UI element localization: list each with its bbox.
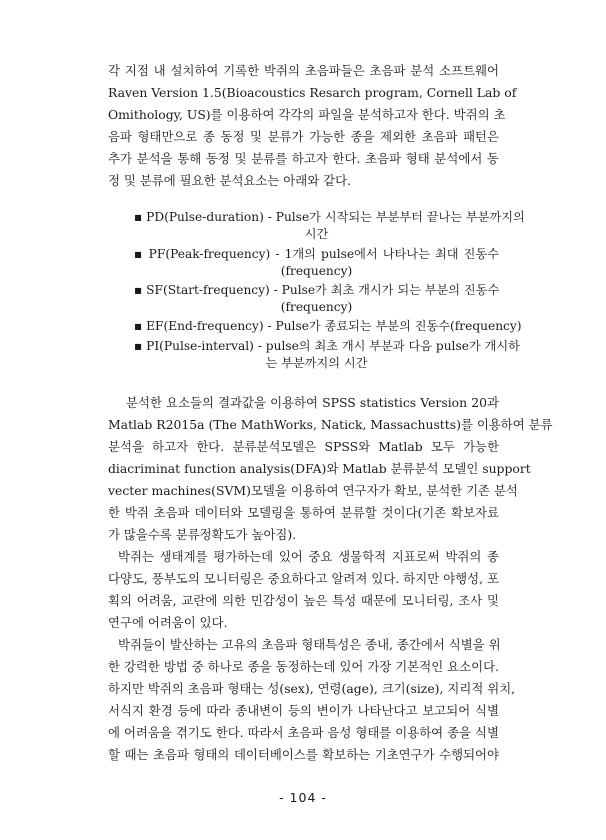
monitoring-line: 연구에 어려움이 있다. xyxy=(108,615,228,630)
analysis-line: 가 많을수록 분류정확도가 높아짐). xyxy=(108,527,297,542)
monitoring-line: 박쥐는 생태계를 평가하는데 있어 중요 생물학적 지표로써 박쥐의 종 xyxy=(118,549,499,564)
ultrasound-line: 한 강력한 방법 중 하나로 종을 동정하는데 있어 가장 기본적인 요소이다. xyxy=(108,659,499,674)
ultrasound-line: 서식지 환경 등에 따라 종내변이 등의 변이가 나타난다고 보고되어 식별 xyxy=(108,703,499,718)
analysis-line: 한 박쥐 초음파 데이터와 모델링을 통하여 분류할 것이다(기존 확보자료 xyxy=(108,505,499,520)
ultrasound-line: 에 어려움을 겪기도 한다. 따라서 초음파 음성 형태를 이용하여 종을 식별 xyxy=(108,725,499,740)
ultrasound-line: 할 때는 초음파 형태의 데이터베이스를 확보하는 기초연구가 수행되어야 xyxy=(108,747,499,762)
bullet-item-pd: ▪ PD(Pulse-duration) - Pulse가 시작되는 부분부터 끝나는 부분까지의 xyxy=(134,210,525,224)
analysis-line: vecter machines(SVM)모델을 이용하여 연구자가 확보, 분석한 기존 분석 xyxy=(108,483,518,498)
page-number: - 104 - xyxy=(279,790,327,805)
ultrasound-line: 하지만 박쥐의 초음파 형태는 성(sex), 연령(age), 크기(size), 지리적 위치, xyxy=(108,681,516,696)
intro-line: 추가 분석을 통해 동정 및 분류를 하고자 한다. 초음파 형태 분석에서 동 xyxy=(108,151,499,166)
analysis-line: Matlab R2015a (The MathWorks, Natick, Massachustts)를 이용하여 분류 xyxy=(108,417,553,432)
bullet-item-sf-cont: (frequency) xyxy=(280,300,353,314)
monitoring-line: 다양도, 풍부도의 모니터링은 중요하다고 알려져 있다. 하지만 야행성, 포 xyxy=(108,571,499,586)
intro-line: Raven Version 1.5(Bioacoustics Resarch program, Cornell Lab of xyxy=(108,85,517,100)
analysis-line: diacriminat function analysis(DFA)와 Matlab 분류분석 모델인 support xyxy=(108,461,531,476)
bullet-item-pd-cont: 시간 xyxy=(304,227,329,241)
intro-line: 각 지점 내 설치하여 기록한 박쥐의 초음파들은 초음파 분석 소프트웨어 xyxy=(108,63,499,78)
intro-line: 정 및 분류에 필요한 분석요소는 아래와 같다. xyxy=(108,173,352,188)
ultrasound-line: 박쥐들이 발산하는 고유의 초음파 형태특성은 종내, 종간에서 식별을 위 xyxy=(118,637,501,652)
intro-line: 음파 형태만으로 종 동정 및 분류가 가능한 종을 제외한 초음파 패턴은 xyxy=(108,129,499,144)
intro-line: Omithology, US)를 이용하여 각각의 파일을 분석하고자 한다. 박쥐의 초 xyxy=(108,107,506,122)
bullet-item-pf-cont: (frequency) xyxy=(280,264,353,278)
monitoring-line: 획의 어려움, 교란에 의한 민감성이 높은 특성 때문에 모니터링, 조사 및 xyxy=(108,593,499,608)
bullet-item-pi: ▪ PI(Pulse-interval) - pulse의 최초 개시 부분과 다음 pulse가 개시하 xyxy=(134,339,520,353)
bullet-item-pi-cont: 는 부분까지의 시간 xyxy=(265,356,368,370)
bullet-item-sf: ▪ SF(Start-frequency) - Pulse가 최초 개시가 되는 부분의 진동수 xyxy=(134,283,500,297)
analysis-line: 분석을 하고자 한다. 분류분석모델은 SPSS와 Matlab 모두 가능한 xyxy=(108,439,499,454)
bullet-item-ef: ▪ EF(End-frequency) - Pulse가 종료되는 부분의 진동수(frequency) xyxy=(134,319,522,333)
bullet-item-pf: ▪ PF(Peak-frequency) - 1개의 pulse에서 나타나는 최대 진동수 xyxy=(134,247,499,261)
analysis-line: 분석한 요소들의 결과값을 이용하여 SPSS statistics Version 20과 xyxy=(126,395,499,410)
